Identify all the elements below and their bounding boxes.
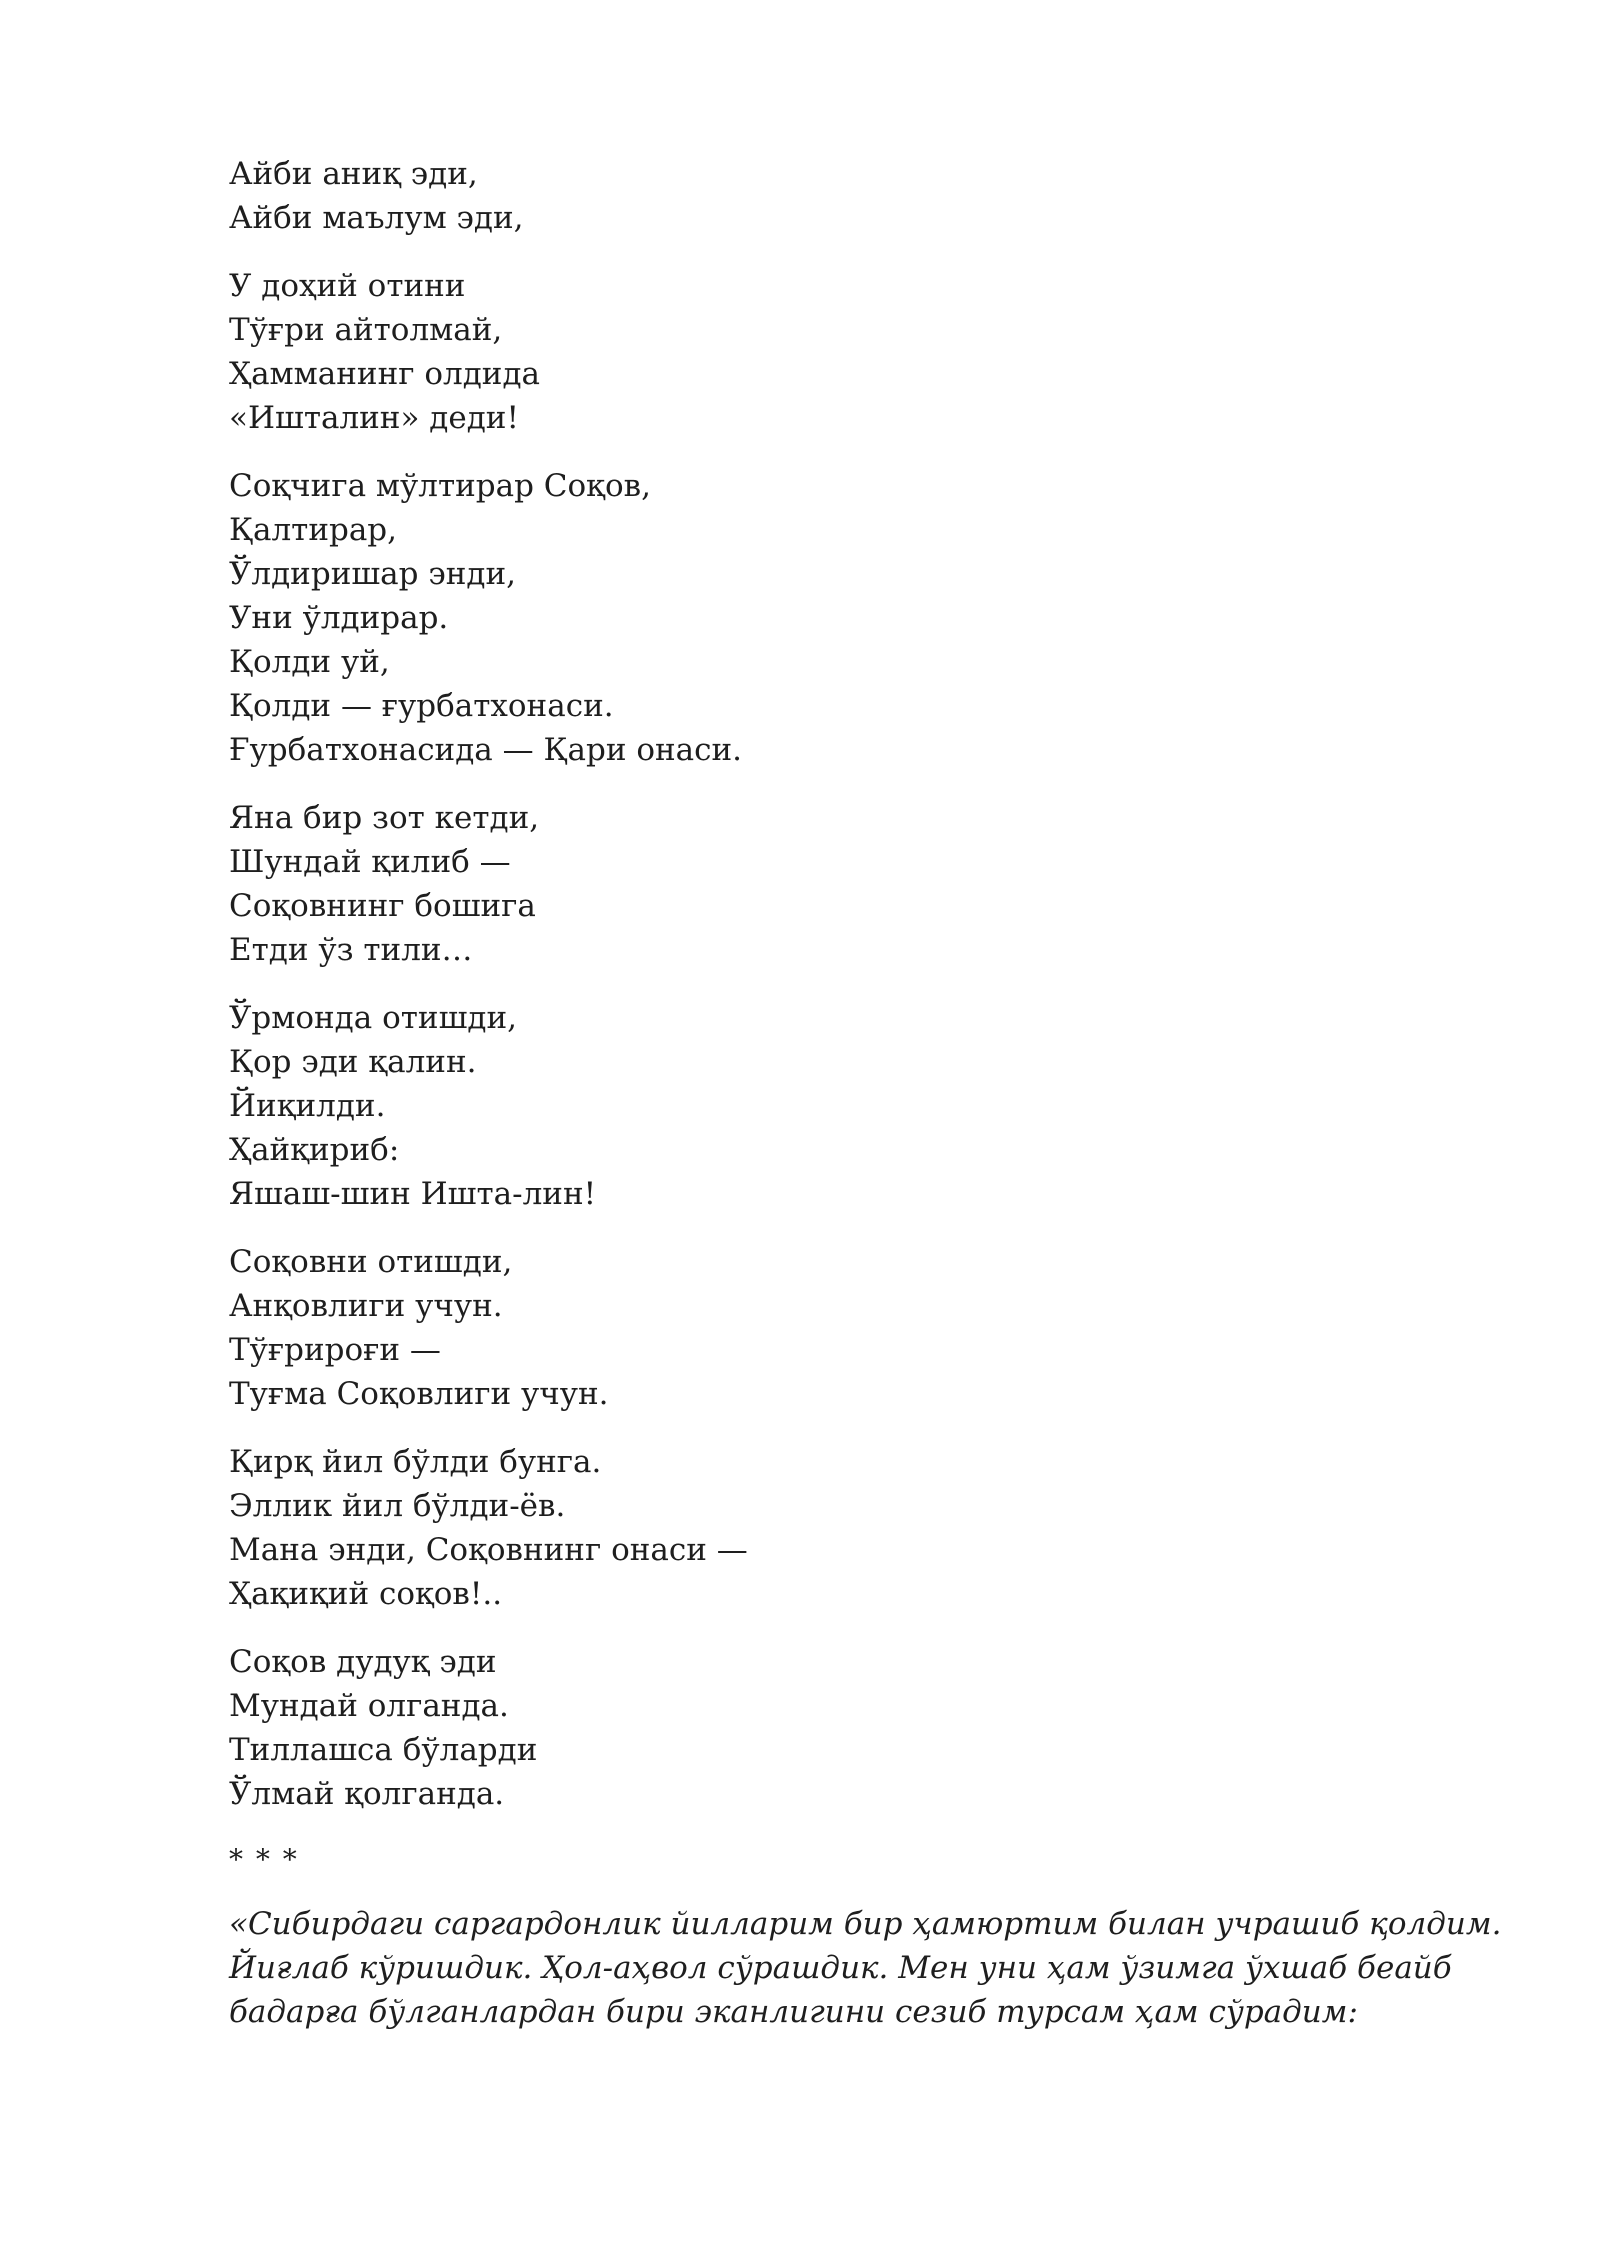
poem <box>229 152 1529 1816</box>
prose-paragraph <box>229 1902 1509 2034</box>
poem-line: Тўғри айтолмай, <box>229 312 503 348</box>
poem-line: Тиллашса бўларди <box>229 1732 538 1768</box>
poem-line: Ўлдиришар энди, <box>229 556 516 592</box>
poem-line: Йиқилди. <box>229 1088 386 1124</box>
poem-line: Ҳайқириб: <box>229 1132 400 1168</box>
poem-line: Туғма Соқовлиги учун. <box>229 1376 609 1412</box>
poem-line: Етди ўз тили… <box>229 932 473 968</box>
poem-line: Яшаш-шин Ишта-лин! <box>229 1176 597 1212</box>
poem-line: Қирқ йил бўлди бунга. <box>229 1444 602 1480</box>
poem-line: Соқовнинг бошига <box>229 888 536 924</box>
prose-line: Йиғлаб кўришдик. Ҳол-аҳвол сўрашдик. Мен уни ҳам ўзимга ўхшаб беайб <box>229 1950 1452 1986</box>
poem-line: Айби аниқ эди, <box>229 156 478 192</box>
stanza <box>229 264 1529 440</box>
poem-line: Ғурбатхонасида — Қари онаси. <box>229 732 743 768</box>
poem-line: «Ишталин» деди! <box>229 400 519 436</box>
poem-line: Соқчига мўлтирар Соқов, <box>229 468 651 504</box>
poem-line: Шундай қилиб — <box>229 844 511 880</box>
stanza <box>229 1440 1529 1616</box>
poem-line: Қолди — ғурбатхонаси. <box>229 688 614 724</box>
poem-line: Соқов дудуқ эди <box>229 1644 497 1680</box>
poem-line: Мана энди, Соқовнинг онаси — <box>229 1532 748 1568</box>
stanza <box>229 464 1529 772</box>
prose-line: «Сибирдаги саргардонлик йилларим бир ҳамюртим билан учрашиб қолдим. <box>229 1906 1502 1942</box>
stanza <box>229 1640 1529 1816</box>
prose-line: бадарға бўлганлардан бири эканлигини сезиб турсам ҳам сўрадим: <box>229 1994 1358 2030</box>
poem-line: Қалтирар, <box>229 512 398 548</box>
poem-line: Қор эди қалин. <box>229 1044 477 1080</box>
poem-line: Мундай олганда. <box>229 1688 509 1724</box>
poem-line: Соқовни отишди, <box>229 1244 513 1280</box>
document-page <box>229 152 1529 2034</box>
stanza <box>229 152 1529 240</box>
section-separator: * * * <box>229 1843 299 1876</box>
poem-line: У доҳий отини <box>229 268 466 304</box>
stanza <box>229 796 1529 972</box>
stanza <box>229 996 1529 1216</box>
poem-line: Эллик йил бўлди-ёв. <box>229 1488 566 1524</box>
poem-line: Тўғрироғи — <box>229 1332 441 1368</box>
poem-line: Ўрмонда отишди, <box>229 1000 518 1036</box>
poem-line: Ҳамманинг олдида <box>229 356 541 392</box>
poem-line: Ҳақиқий соқов!.. <box>229 1576 503 1612</box>
poem-line: Уни ўлдирар. <box>229 600 449 636</box>
poem-line: Қолди уй, <box>229 644 390 680</box>
stanza <box>229 1240 1529 1416</box>
poem-line: Айби маълум эди, <box>229 200 524 236</box>
poem-line: Яна бир зот кетди, <box>229 800 540 836</box>
poem-line: Анқовлиги учун. <box>229 1288 503 1324</box>
poem-line: Ўлмай қолганда. <box>229 1776 505 1812</box>
